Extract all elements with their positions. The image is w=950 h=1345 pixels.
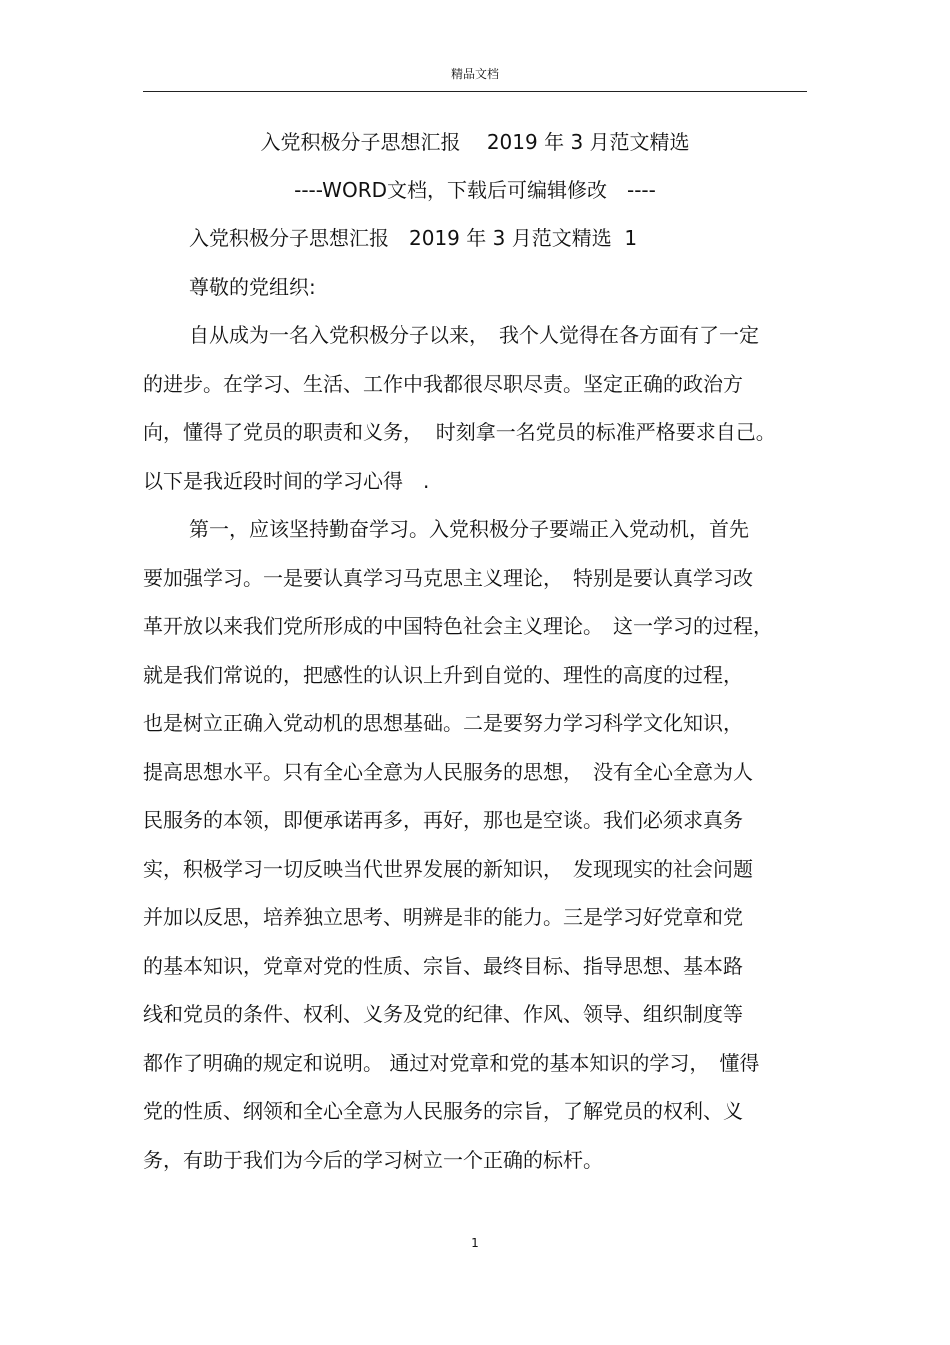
- paragraph-line: 民服务的本领，即便承诺再多，再好，那也是空谈。我们必须求真务: [143, 808, 743, 832]
- paragraph-line: 都作了明确的规定和说明。 通过对党章和党的基本知识的学习， 懂得: [143, 1050, 760, 1075]
- document-title: 入党积极分子思想汇报 2019 年 3 月范文精选: [260, 130, 690, 154]
- paragraph-line: 实，积极学习一切反映当代世界发展的新知识， 发现现实的社会问题: [143, 856, 753, 881]
- paragraph-2: [143, 505, 807, 1184]
- paragraph-1: [143, 311, 807, 505]
- page-header-label: 精品文档: [450, 67, 499, 81]
- paragraph-line: 并加以反思，培养独立思考、明辨是非的能力。三是学习好党章和党: [143, 905, 743, 929]
- paragraph-line: 要加强学习。一是要认真学习马克思主义理论， 特别是要认真学习改: [143, 565, 753, 590]
- paragraph-line: 第一，应该坚持勤奋学习。入党积极分子要端正入党动机，首先: [189, 517, 749, 541]
- page-number: 1: [471, 1236, 479, 1250]
- paragraph-line: 线和党员的条件、权利、义务及党的纪律、作风、领导、组织制度等: [143, 1002, 743, 1026]
- paragraph-line: 的进步。在学习、生活、工作中我都很尽职尽责。坚定正确的政治方: [143, 371, 743, 396]
- paragraph-line: 以下是我近段时间的学习心得 .: [143, 468, 430, 493]
- paragraph-line: 就是我们常说的，把感性的认识上升到自觉的、理性的高度的过程，: [143, 662, 743, 687]
- paragraph-line: 的基本知识，党章对党的性质、宗旨、最终目标、指导思想、基本路: [143, 953, 743, 978]
- document-subtitle: ----WORD文档，下载后可编辑修改 ----: [294, 178, 656, 202]
- salutation-text: 尊敬的党组织:: [189, 274, 316, 299]
- paragraph-line: 也是树立正确入党动机的思想基础。二是要努力学习科学文化知识，: [143, 711, 743, 735]
- paragraph-line: 革开放以来我们党所形成的中国特色社会主义理论。 这一学习的过程，: [143, 614, 773, 638]
- document-body: [143, 118, 807, 1184]
- paragraph-line: 自从成为一名入党积极分子以来， 我个人觉得在各方面有了一定: [189, 323, 759, 347]
- section-heading-text: 入党积极分子思想汇报 2019 年 3 月范文精选 1: [189, 226, 638, 250]
- paragraph-line: 提高思想水平。只有全心全意为人民服务的思想， 没有全心全意为人: [143, 759, 753, 784]
- paragraph-line: 党的性质、纲领和全心全意为人民服务的宗旨，了解党员的权利、义: [143, 1099, 743, 1123]
- section-heading: [143, 214, 807, 263]
- salutation: [143, 263, 807, 312]
- header-divider: [143, 91, 807, 92]
- paragraph-line: 务，有助于我们为今后的学习树立一个正确的标杆。: [143, 1147, 603, 1172]
- paragraph-line: 向，懂得了党员的职责和义务， 时刻拿一名党员的标准严格要求自己。: [143, 420, 776, 444]
